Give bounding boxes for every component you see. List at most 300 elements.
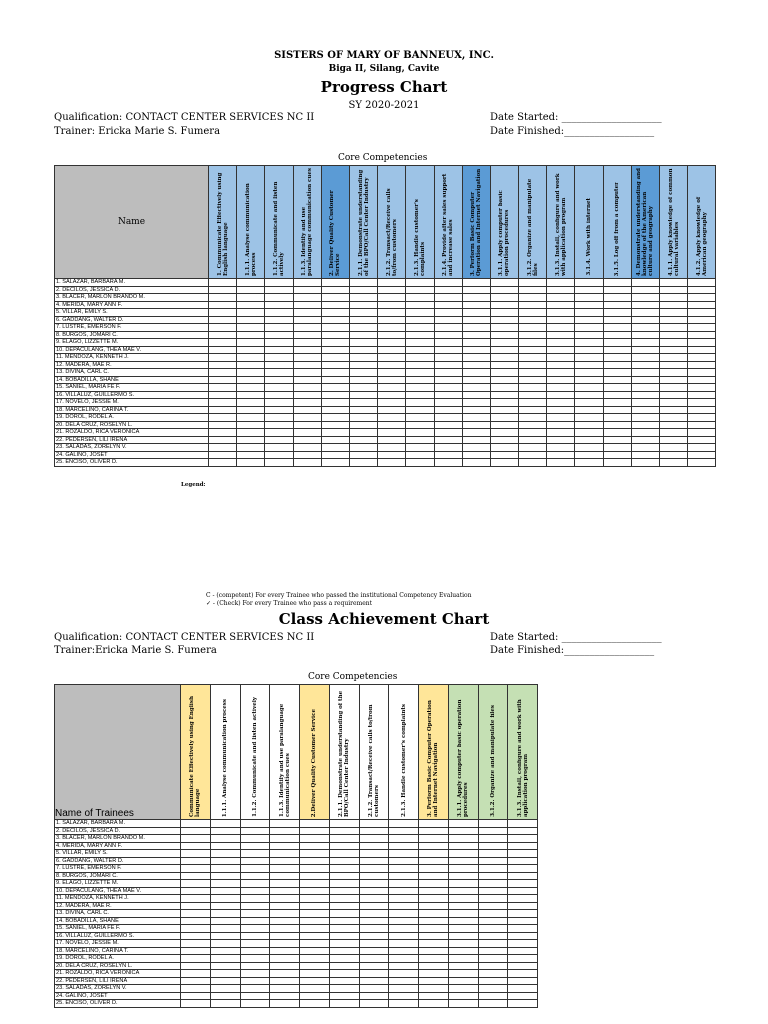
score-cell[interactable] <box>300 842 330 850</box>
score-cell[interactable] <box>209 339 237 347</box>
score-cell[interactable] <box>237 339 265 347</box>
score-cell[interactable] <box>329 865 359 873</box>
score-cell[interactable] <box>389 895 419 903</box>
score-cell[interactable] <box>209 451 237 459</box>
score-cell[interactable] <box>270 895 300 903</box>
score-cell[interactable] <box>434 384 462 392</box>
score-cell[interactable] <box>406 331 434 339</box>
score-cell[interactable] <box>359 977 389 985</box>
score-cell[interactable] <box>462 384 490 392</box>
score-cell[interactable] <box>406 369 434 377</box>
score-cell[interactable] <box>329 857 359 865</box>
score-cell[interactable] <box>240 835 270 843</box>
score-cell[interactable] <box>270 835 300 843</box>
score-cell[interactable] <box>490 376 518 384</box>
score-cell[interactable] <box>688 346 716 354</box>
score-cell[interactable] <box>237 451 265 459</box>
score-cell[interactable] <box>329 842 359 850</box>
score-cell[interactable] <box>660 384 688 392</box>
score-cell[interactable] <box>181 820 211 828</box>
score-cell[interactable] <box>688 391 716 399</box>
score-cell[interactable] <box>406 444 434 452</box>
score-cell[interactable] <box>547 436 575 444</box>
score-cell[interactable] <box>478 895 508 903</box>
score-cell[interactable] <box>210 835 240 843</box>
score-cell[interactable] <box>575 391 603 399</box>
score-cell[interactable] <box>389 962 419 970</box>
score-cell[interactable] <box>688 406 716 414</box>
score-cell[interactable] <box>448 857 478 865</box>
score-cell[interactable] <box>237 331 265 339</box>
score-cell[interactable] <box>575 286 603 294</box>
score-cell[interactable] <box>508 820 538 828</box>
score-cell[interactable] <box>490 444 518 452</box>
score-cell[interactable] <box>293 331 321 339</box>
score-cell[interactable] <box>321 384 349 392</box>
score-cell[interactable] <box>321 354 349 362</box>
score-cell[interactable] <box>547 384 575 392</box>
score-cell[interactable] <box>406 459 434 467</box>
score-cell[interactable] <box>462 331 490 339</box>
score-cell[interactable] <box>519 294 547 302</box>
score-cell[interactable] <box>265 309 293 317</box>
score-cell[interactable] <box>519 279 547 287</box>
score-cell[interactable] <box>240 970 270 978</box>
score-cell[interactable] <box>209 384 237 392</box>
score-cell[interactable] <box>462 399 490 407</box>
score-cell[interactable] <box>300 940 330 948</box>
score-cell[interactable] <box>419 925 449 933</box>
score-cell[interactable] <box>329 940 359 948</box>
score-cell[interactable] <box>519 459 547 467</box>
score-cell[interactable] <box>389 865 419 873</box>
score-cell[interactable] <box>547 414 575 422</box>
score-cell[interactable] <box>378 279 406 287</box>
score-cell[interactable] <box>265 399 293 407</box>
score-cell[interactable] <box>210 977 240 985</box>
score-cell[interactable] <box>240 977 270 985</box>
score-cell[interactable] <box>300 962 330 970</box>
score-cell[interactable] <box>519 286 547 294</box>
score-cell[interactable] <box>237 421 265 429</box>
score-cell[interactable] <box>631 361 659 369</box>
score-cell[interactable] <box>321 421 349 429</box>
score-cell[interactable] <box>181 850 211 858</box>
score-cell[interactable] <box>519 361 547 369</box>
score-cell[interactable] <box>265 406 293 414</box>
score-cell[interactable] <box>519 414 547 422</box>
score-cell[interactable] <box>270 925 300 933</box>
score-cell[interactable] <box>462 339 490 347</box>
score-cell[interactable] <box>547 279 575 287</box>
score-cell[interactable] <box>660 346 688 354</box>
score-cell[interactable] <box>490 369 518 377</box>
score-cell[interactable] <box>603 279 631 287</box>
score-cell[interactable] <box>660 376 688 384</box>
score-cell[interactable] <box>300 820 330 828</box>
score-cell[interactable] <box>349 399 377 407</box>
score-cell[interactable] <box>265 286 293 294</box>
score-cell[interactable] <box>210 970 240 978</box>
score-cell[interactable] <box>575 279 603 287</box>
score-cell[interactable] <box>359 865 389 873</box>
score-cell[interactable] <box>603 301 631 309</box>
score-cell[interactable] <box>603 444 631 452</box>
score-cell[interactable] <box>519 346 547 354</box>
score-cell[interactable] <box>240 955 270 963</box>
score-cell[interactable] <box>329 872 359 880</box>
score-cell[interactable] <box>508 835 538 843</box>
score-cell[interactable] <box>378 421 406 429</box>
score-cell[interactable] <box>378 391 406 399</box>
score-cell[interactable] <box>406 376 434 384</box>
score-cell[interactable] <box>265 421 293 429</box>
score-cell[interactable] <box>631 376 659 384</box>
score-cell[interactable] <box>240 820 270 828</box>
score-cell[interactable] <box>462 301 490 309</box>
score-cell[interactable] <box>210 992 240 1000</box>
score-cell[interactable] <box>349 301 377 309</box>
score-cell[interactable] <box>389 887 419 895</box>
score-cell[interactable] <box>448 887 478 895</box>
score-cell[interactable] <box>209 346 237 354</box>
score-cell[interactable] <box>240 917 270 925</box>
score-cell[interactable] <box>359 1000 389 1008</box>
score-cell[interactable] <box>547 354 575 362</box>
score-cell[interactable] <box>265 324 293 332</box>
score-cell[interactable] <box>237 301 265 309</box>
score-cell[interactable] <box>237 316 265 324</box>
score-cell[interactable] <box>406 294 434 302</box>
score-cell[interactable] <box>547 391 575 399</box>
score-cell[interactable] <box>688 421 716 429</box>
score-cell[interactable] <box>389 925 419 933</box>
score-cell[interactable] <box>603 421 631 429</box>
score-cell[interactable] <box>359 857 389 865</box>
score-cell[interactable] <box>321 399 349 407</box>
score-cell[interactable] <box>631 324 659 332</box>
score-cell[interactable] <box>293 316 321 324</box>
score-cell[interactable] <box>490 391 518 399</box>
score-cell[interactable] <box>181 917 211 925</box>
score-cell[interactable] <box>631 309 659 317</box>
score-cell[interactable] <box>660 354 688 362</box>
score-cell[interactable] <box>293 384 321 392</box>
score-cell[interactable] <box>237 406 265 414</box>
score-cell[interactable] <box>547 309 575 317</box>
score-cell[interactable] <box>575 376 603 384</box>
score-cell[interactable] <box>419 902 449 910</box>
score-cell[interactable] <box>293 361 321 369</box>
score-cell[interactable] <box>519 384 547 392</box>
score-cell[interactable] <box>478 887 508 895</box>
score-cell[interactable] <box>419 880 449 888</box>
score-cell[interactable] <box>359 842 389 850</box>
score-cell[interactable] <box>300 992 330 1000</box>
score-cell[interactable] <box>181 857 211 865</box>
score-cell[interactable] <box>209 286 237 294</box>
score-cell[interactable] <box>462 406 490 414</box>
score-cell[interactable] <box>210 947 240 955</box>
score-cell[interactable] <box>406 279 434 287</box>
score-cell[interactable] <box>434 451 462 459</box>
score-cell[interactable] <box>265 391 293 399</box>
score-cell[interactable] <box>406 309 434 317</box>
score-cell[interactable] <box>448 1000 478 1008</box>
score-cell[interactable] <box>237 369 265 377</box>
score-cell[interactable] <box>270 827 300 835</box>
score-cell[interactable] <box>575 429 603 437</box>
score-cell[interactable] <box>490 429 518 437</box>
score-cell[interactable] <box>631 406 659 414</box>
score-cell[interactable] <box>434 414 462 422</box>
score-cell[interactable] <box>240 850 270 858</box>
score-cell[interactable] <box>575 331 603 339</box>
score-cell[interactable] <box>478 992 508 1000</box>
score-cell[interactable] <box>519 406 547 414</box>
score-cell[interactable] <box>321 316 349 324</box>
score-cell[interactable] <box>448 940 478 948</box>
score-cell[interactable] <box>688 376 716 384</box>
score-cell[interactable] <box>660 451 688 459</box>
score-cell[interactable] <box>378 294 406 302</box>
score-cell[interactable] <box>462 346 490 354</box>
score-cell[interactable] <box>270 947 300 955</box>
score-cell[interactable] <box>434 429 462 437</box>
score-cell[interactable] <box>389 872 419 880</box>
score-cell[interactable] <box>688 414 716 422</box>
score-cell[interactable] <box>508 925 538 933</box>
score-cell[interactable] <box>378 384 406 392</box>
score-cell[interactable] <box>210 857 240 865</box>
score-cell[interactable] <box>240 962 270 970</box>
score-cell[interactable] <box>575 459 603 467</box>
score-cell[interactable] <box>631 339 659 347</box>
score-cell[interactable] <box>349 414 377 422</box>
score-cell[interactable] <box>660 391 688 399</box>
score-cell[interactable] <box>240 827 270 835</box>
score-cell[interactable] <box>575 301 603 309</box>
score-cell[interactable] <box>419 820 449 828</box>
score-cell[interactable] <box>270 857 300 865</box>
score-cell[interactable] <box>389 970 419 978</box>
score-cell[interactable] <box>293 309 321 317</box>
score-cell[interactable] <box>359 872 389 880</box>
score-cell[interactable] <box>349 421 377 429</box>
score-cell[interactable] <box>389 932 419 940</box>
score-cell[interactable] <box>321 339 349 347</box>
score-cell[interactable] <box>462 376 490 384</box>
score-cell[interactable] <box>240 910 270 918</box>
score-cell[interactable] <box>508 977 538 985</box>
score-cell[interactable] <box>631 451 659 459</box>
score-cell[interactable] <box>300 955 330 963</box>
score-cell[interactable] <box>321 331 349 339</box>
score-cell[interactable] <box>209 331 237 339</box>
score-cell[interactable] <box>508 880 538 888</box>
score-cell[interactable] <box>434 286 462 294</box>
score-cell[interactable] <box>508 970 538 978</box>
score-cell[interactable] <box>419 865 449 873</box>
score-cell[interactable] <box>688 279 716 287</box>
score-cell[interactable] <box>419 910 449 918</box>
score-cell[interactable] <box>389 857 419 865</box>
score-cell[interactable] <box>547 429 575 437</box>
score-cell[interactable] <box>321 429 349 437</box>
score-cell[interactable] <box>490 294 518 302</box>
score-cell[interactable] <box>575 324 603 332</box>
score-cell[interactable] <box>688 301 716 309</box>
score-cell[interactable] <box>631 459 659 467</box>
score-cell[interactable] <box>210 940 240 948</box>
score-cell[interactable] <box>434 309 462 317</box>
score-cell[interactable] <box>478 820 508 828</box>
score-cell[interactable] <box>349 324 377 332</box>
score-cell[interactable] <box>349 369 377 377</box>
score-cell[interactable] <box>631 301 659 309</box>
score-cell[interactable] <box>209 391 237 399</box>
score-cell[interactable] <box>660 406 688 414</box>
score-cell[interactable] <box>688 429 716 437</box>
score-cell[interactable] <box>448 925 478 933</box>
score-cell[interactable] <box>240 857 270 865</box>
score-cell[interactable] <box>490 339 518 347</box>
score-cell[interactable] <box>265 339 293 347</box>
score-cell[interactable] <box>490 421 518 429</box>
score-cell[interactable] <box>462 421 490 429</box>
score-cell[interactable] <box>688 339 716 347</box>
score-cell[interactable] <box>688 316 716 324</box>
score-cell[interactable] <box>462 286 490 294</box>
score-cell[interactable] <box>359 887 389 895</box>
score-cell[interactable] <box>237 354 265 362</box>
score-cell[interactable] <box>209 294 237 302</box>
score-cell[interactable] <box>434 279 462 287</box>
score-cell[interactable] <box>265 376 293 384</box>
score-cell[interactable] <box>181 932 211 940</box>
score-cell[interactable] <box>419 992 449 1000</box>
score-cell[interactable] <box>181 962 211 970</box>
score-cell[interactable] <box>329 917 359 925</box>
score-cell[interactable] <box>478 827 508 835</box>
score-cell[interactable] <box>631 316 659 324</box>
score-cell[interactable] <box>209 279 237 287</box>
score-cell[interactable] <box>389 992 419 1000</box>
score-cell[interactable] <box>237 309 265 317</box>
score-cell[interactable] <box>603 294 631 302</box>
score-cell[interactable] <box>490 354 518 362</box>
score-cell[interactable] <box>660 316 688 324</box>
score-cell[interactable] <box>270 820 300 828</box>
score-cell[interactable] <box>490 331 518 339</box>
score-cell[interactable] <box>270 970 300 978</box>
score-cell[interactable] <box>389 955 419 963</box>
score-cell[interactable] <box>660 331 688 339</box>
score-cell[interactable] <box>349 429 377 437</box>
score-cell[interactable] <box>209 406 237 414</box>
score-cell[interactable] <box>181 1000 211 1008</box>
score-cell[interactable] <box>237 361 265 369</box>
score-cell[interactable] <box>329 880 359 888</box>
score-cell[interactable] <box>490 414 518 422</box>
score-cell[interactable] <box>547 399 575 407</box>
score-cell[interactable] <box>265 414 293 422</box>
score-cell[interactable] <box>209 429 237 437</box>
score-cell[interactable] <box>575 451 603 459</box>
score-cell[interactable] <box>434 459 462 467</box>
score-cell[interactable] <box>490 459 518 467</box>
score-cell[interactable] <box>603 384 631 392</box>
score-cell[interactable] <box>321 436 349 444</box>
score-cell[interactable] <box>519 451 547 459</box>
score-cell[interactable] <box>329 992 359 1000</box>
score-cell[interactable] <box>688 459 716 467</box>
score-cell[interactable] <box>293 324 321 332</box>
score-cell[interactable] <box>603 399 631 407</box>
score-cell[interactable] <box>508 857 538 865</box>
score-cell[interactable] <box>462 294 490 302</box>
score-cell[interactable] <box>419 887 449 895</box>
score-cell[interactable] <box>419 955 449 963</box>
score-cell[interactable] <box>660 436 688 444</box>
score-cell[interactable] <box>321 459 349 467</box>
score-cell[interactable] <box>462 444 490 452</box>
score-cell[interactable] <box>660 399 688 407</box>
score-cell[interactable] <box>603 369 631 377</box>
score-cell[interactable] <box>359 962 389 970</box>
score-cell[interactable] <box>321 444 349 452</box>
score-cell[interactable] <box>293 376 321 384</box>
score-cell[interactable] <box>378 459 406 467</box>
score-cell[interactable] <box>660 369 688 377</box>
score-cell[interactable] <box>490 279 518 287</box>
score-cell[interactable] <box>448 985 478 993</box>
score-cell[interactable] <box>575 384 603 392</box>
score-cell[interactable] <box>293 301 321 309</box>
score-cell[interactable] <box>181 880 211 888</box>
score-cell[interactable] <box>448 977 478 985</box>
score-cell[interactable] <box>378 346 406 354</box>
score-cell[interactable] <box>237 346 265 354</box>
score-cell[interactable] <box>419 962 449 970</box>
score-cell[interactable] <box>210 827 240 835</box>
score-cell[interactable] <box>478 947 508 955</box>
score-cell[interactable] <box>270 887 300 895</box>
score-cell[interactable] <box>293 414 321 422</box>
score-cell[interactable] <box>688 436 716 444</box>
score-cell[interactable] <box>434 444 462 452</box>
score-cell[interactable] <box>389 827 419 835</box>
score-cell[interactable] <box>448 902 478 910</box>
score-cell[interactable] <box>478 955 508 963</box>
score-cell[interactable] <box>378 324 406 332</box>
score-cell[interactable] <box>321 361 349 369</box>
score-cell[interactable] <box>389 985 419 993</box>
score-cell[interactable] <box>688 444 716 452</box>
score-cell[interactable] <box>508 917 538 925</box>
score-cell[interactable] <box>210 902 240 910</box>
score-cell[interactable] <box>519 429 547 437</box>
score-cell[interactable] <box>237 391 265 399</box>
score-cell[interactable] <box>478 1000 508 1008</box>
score-cell[interactable] <box>349 361 377 369</box>
score-cell[interactable] <box>321 406 349 414</box>
score-cell[interactable] <box>210 917 240 925</box>
score-cell[interactable] <box>293 421 321 429</box>
score-cell[interactable] <box>181 872 211 880</box>
score-cell[interactable] <box>603 324 631 332</box>
score-cell[interactable] <box>547 376 575 384</box>
